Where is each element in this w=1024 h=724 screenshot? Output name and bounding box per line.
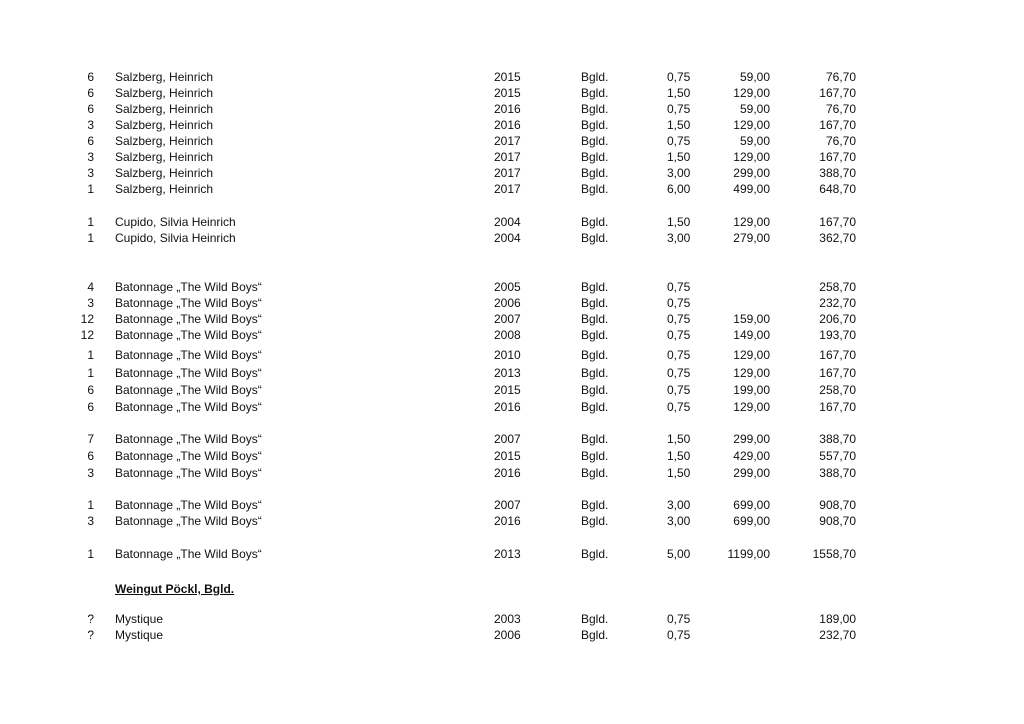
vintage-year: 2003 <box>494 612 521 626</box>
vintage-year: 2013 <box>494 547 521 561</box>
region: Bgld. <box>581 383 609 397</box>
bottle-volume: 0,75 <box>667 400 691 414</box>
quantity: 6 <box>87 70 94 84</box>
bottle-volume: 3,00 <box>667 166 691 180</box>
bottle-volume: 6,00 <box>667 182 691 196</box>
bottle-volume: 0,75 <box>667 628 691 642</box>
table-row <box>0 280 1024 295</box>
bottle-volume: 0,75 <box>667 348 691 362</box>
wine-name: Salzberg, Heinrich <box>115 166 214 180</box>
price-total: 167,70 <box>819 86 856 100</box>
bottle-volume: 5,00 <box>667 547 691 561</box>
region: Bgld. <box>581 312 609 326</box>
vintage-year: 2017 <box>494 166 521 180</box>
quantity: 6 <box>87 102 94 116</box>
price-total: 258,70 <box>819 280 856 294</box>
table-row <box>0 150 1024 165</box>
price: 59,00 <box>739 70 770 84</box>
quantity: 4 <box>87 280 94 294</box>
quantity: 3 <box>87 166 94 180</box>
price-total: 388,70 <box>819 432 856 446</box>
region: Bgld. <box>581 215 609 229</box>
price-total: 1558,70 <box>812 547 856 561</box>
table-row <box>0 215 1024 230</box>
price: 129,00 <box>733 86 770 100</box>
bottle-volume: 1,50 <box>667 86 691 100</box>
quantity: 3 <box>87 466 94 480</box>
table-row <box>0 366 1024 381</box>
wine-name: Salzberg, Heinrich <box>115 86 214 100</box>
region: Bgld. <box>581 102 609 116</box>
region: Bgld. <box>581 280 609 294</box>
price-total: 76,70 <box>825 134 856 148</box>
quantity: 1 <box>87 231 94 245</box>
table-row <box>0 296 1024 311</box>
vintage-year: 2010 <box>494 348 521 362</box>
wine-name: Batonnage „The Wild Boys“ <box>115 432 262 446</box>
price: 59,00 <box>739 134 770 148</box>
price: 699,00 <box>733 498 770 512</box>
price-total: 388,70 <box>819 466 856 480</box>
vintage-year: 2004 <box>494 215 521 229</box>
table-row <box>0 628 1024 643</box>
region: Bgld. <box>581 150 609 164</box>
wine-name: Mystique <box>115 628 164 642</box>
table-row <box>0 498 1024 513</box>
price-total: 76,70 <box>825 70 856 84</box>
quantity: 12 <box>80 312 94 326</box>
wine-name: Salzberg, Heinrich <box>115 102 214 116</box>
quantity: 3 <box>87 296 94 310</box>
table-row <box>0 612 1024 627</box>
price-total: 232,70 <box>819 628 856 642</box>
bottle-volume: 3,00 <box>667 514 691 528</box>
region: Bgld. <box>581 348 609 362</box>
region: Bgld. <box>581 86 609 100</box>
wine-name: Cupido, Silvia Heinrich <box>115 231 236 245</box>
price-total: 193,70 <box>819 328 856 342</box>
quantity: 3 <box>87 514 94 528</box>
bottle-volume: 0,75 <box>667 134 691 148</box>
quantity: 1 <box>87 547 94 561</box>
quantity: 1 <box>87 182 94 196</box>
table-row <box>0 118 1024 133</box>
bottle-volume: 1,50 <box>667 215 691 229</box>
wine-name: Batonnage „The Wild Boys“ <box>115 383 262 397</box>
wine-name: Salzberg, Heinrich <box>115 182 214 196</box>
price: 429,00 <box>733 449 770 463</box>
vintage-year: 2004 <box>494 231 521 245</box>
price: 129,00 <box>733 400 770 414</box>
price-total: 206,70 <box>819 312 856 326</box>
vintage-year: 2007 <box>494 432 521 446</box>
price: 299,00 <box>733 466 770 480</box>
price: 279,00 <box>733 231 770 245</box>
vintage-year: 2016 <box>494 118 521 132</box>
region: Bgld. <box>581 70 609 84</box>
table-row <box>0 449 1024 464</box>
bottle-volume: 3,00 <box>667 231 691 245</box>
quantity: 7 <box>87 432 94 446</box>
vintage-year: 2006 <box>494 296 521 310</box>
table-row <box>0 102 1024 117</box>
price: 699,00 <box>733 514 770 528</box>
price-total: 167,70 <box>819 150 856 164</box>
table-row <box>0 348 1024 363</box>
bottle-volume: 0,75 <box>667 102 691 116</box>
vintage-year: 2005 <box>494 280 521 294</box>
region: Bgld. <box>581 432 609 446</box>
vintage-year: 2016 <box>494 514 521 528</box>
bottle-volume: 1,50 <box>667 118 691 132</box>
wine-name: Salzberg, Heinrich <box>115 134 214 148</box>
price-total: 908,70 <box>819 498 856 512</box>
price-total: 258,70 <box>819 383 856 397</box>
region: Bgld. <box>581 231 609 245</box>
bottle-volume: 1,50 <box>667 432 691 446</box>
quantity: 6 <box>87 134 94 148</box>
price: 149,00 <box>733 328 770 342</box>
bottle-volume: 1,50 <box>667 466 691 480</box>
table-row <box>0 70 1024 85</box>
wine-name: Batonnage „The Wild Boys“ <box>115 514 262 528</box>
vintage-year: 2007 <box>494 312 521 326</box>
vintage-year: 2017 <box>494 150 521 164</box>
price-total: 648,70 <box>819 182 856 196</box>
bottle-volume: 0,75 <box>667 612 691 626</box>
wine-name: Batonnage „The Wild Boys“ <box>115 280 262 294</box>
region: Bgld. <box>581 400 609 414</box>
vintage-year: 2017 <box>494 134 521 148</box>
price-total: 232,70 <box>819 296 856 310</box>
table-row <box>0 312 1024 327</box>
bottle-volume: 1,50 <box>667 150 691 164</box>
price-total: 76,70 <box>825 102 856 116</box>
table-row <box>0 86 1024 101</box>
wine-name: Batonnage „The Wild Boys“ <box>115 449 262 463</box>
region: Bgld. <box>581 514 609 528</box>
bottle-volume: 0,75 <box>667 296 691 310</box>
price: 129,00 <box>733 348 770 362</box>
price: 159,00 <box>733 312 770 326</box>
wine-name: Batonnage „The Wild Boys“ <box>115 466 262 480</box>
wine-name: Batonnage „The Wild Boys“ <box>115 312 262 326</box>
table-row <box>0 383 1024 398</box>
table-row <box>0 400 1024 415</box>
vintage-year: 2015 <box>494 449 521 463</box>
price: 499,00 <box>733 182 770 196</box>
region: Bgld. <box>581 612 609 626</box>
bottle-volume: 0,75 <box>667 328 691 342</box>
wine-name: Cupido, Silvia Heinrich <box>115 215 236 229</box>
vintage-year: 2008 <box>494 328 521 342</box>
bottle-volume: 0,75 <box>667 366 691 380</box>
region: Bgld. <box>581 498 609 512</box>
region: Bgld. <box>581 182 609 196</box>
price-total: 167,70 <box>819 400 856 414</box>
quantity: 1 <box>87 348 94 362</box>
quantity: 3 <box>87 150 94 164</box>
price-total: 167,70 <box>819 366 856 380</box>
wine-name: Batonnage „The Wild Boys“ <box>115 348 262 362</box>
quantity: 6 <box>87 449 94 463</box>
table-row <box>0 134 1024 149</box>
price: 129,00 <box>733 366 770 380</box>
wine-name: Batonnage „The Wild Boys“ <box>115 498 262 512</box>
region: Bgld. <box>581 134 609 148</box>
quantity: 1 <box>87 215 94 229</box>
table-row <box>0 231 1024 246</box>
vintage-year: 2006 <box>494 628 521 642</box>
table-row <box>0 466 1024 481</box>
bottle-volume: 3,00 <box>667 498 691 512</box>
quantity: 6 <box>87 86 94 100</box>
region: Bgld. <box>581 328 609 342</box>
price-total: 167,70 <box>819 348 856 362</box>
region: Bgld. <box>581 166 609 180</box>
quantity: 1 <box>87 366 94 380</box>
price-total: 167,70 <box>819 215 856 229</box>
price: 59,00 <box>739 102 770 116</box>
price: 1199,00 <box>727 547 770 561</box>
region: Bgld. <box>581 628 609 642</box>
wine-name: Batonnage „The Wild Boys“ <box>115 328 262 342</box>
wine-name: Batonnage „The Wild Boys“ <box>115 296 262 310</box>
quantity: 6 <box>87 383 94 397</box>
price-total: 908,70 <box>819 514 856 528</box>
bottle-volume: 1,50 <box>667 449 691 463</box>
table-row <box>0 547 1024 562</box>
quantity: ? <box>87 628 94 642</box>
price-total: 557,70 <box>819 449 856 463</box>
region: Bgld. <box>581 547 609 561</box>
wine-name: Salzberg, Heinrich <box>115 118 214 132</box>
vintage-year: 2016 <box>494 400 521 414</box>
vintage-year: 2015 <box>494 383 521 397</box>
region: Bgld. <box>581 296 609 310</box>
price-total: 362,70 <box>819 231 856 245</box>
region: Bgld. <box>581 366 609 380</box>
wine-name: Mystique <box>115 612 164 626</box>
price-total: 189,00 <box>819 612 856 626</box>
price: 299,00 <box>733 432 770 446</box>
table-row <box>0 432 1024 447</box>
bottle-volume: 0,75 <box>667 280 691 294</box>
wine-name: Salzberg, Heinrich <box>115 150 214 164</box>
vintage-year: 2015 <box>494 70 521 84</box>
quantity: 1 <box>87 498 94 512</box>
wine-name: Salzberg, Heinrich <box>115 70 214 84</box>
price: 299,00 <box>733 166 770 180</box>
vintage-year: 2015 <box>494 86 521 100</box>
price-total: 388,70 <box>819 166 856 180</box>
bottle-volume: 0,75 <box>667 312 691 326</box>
vintage-year: 2016 <box>494 102 521 116</box>
table-row <box>0 514 1024 529</box>
quantity: ? <box>87 612 94 626</box>
region: Bgld. <box>581 449 609 463</box>
wine-name: Batonnage „The Wild Boys“ <box>115 366 262 380</box>
table-row <box>0 166 1024 181</box>
vintage-year: 2017 <box>494 182 521 196</box>
table-row <box>0 182 1024 197</box>
wine-name: Batonnage „The Wild Boys“ <box>115 547 262 561</box>
bottle-volume: 0,75 <box>667 70 691 84</box>
region: Bgld. <box>581 466 609 480</box>
vintage-year: 2016 <box>494 466 521 480</box>
price: 129,00 <box>733 150 770 164</box>
price-total: 167,70 <box>819 118 856 132</box>
bottle-volume: 0,75 <box>667 383 691 397</box>
wine-name: Batonnage „The Wild Boys“ <box>115 400 262 414</box>
region: Bgld. <box>581 118 609 132</box>
table-row <box>0 328 1024 343</box>
quantity: 3 <box>87 118 94 132</box>
quantity: 12 <box>80 328 94 342</box>
price: 129,00 <box>733 118 770 132</box>
price: 129,00 <box>733 215 770 229</box>
section-heading: Weingut Pöckl, Bgld. <box>115 582 235 596</box>
vintage-year: 2013 <box>494 366 521 380</box>
quantity: 6 <box>87 400 94 414</box>
vintage-year: 2007 <box>494 498 521 512</box>
price: 199,00 <box>733 383 770 397</box>
